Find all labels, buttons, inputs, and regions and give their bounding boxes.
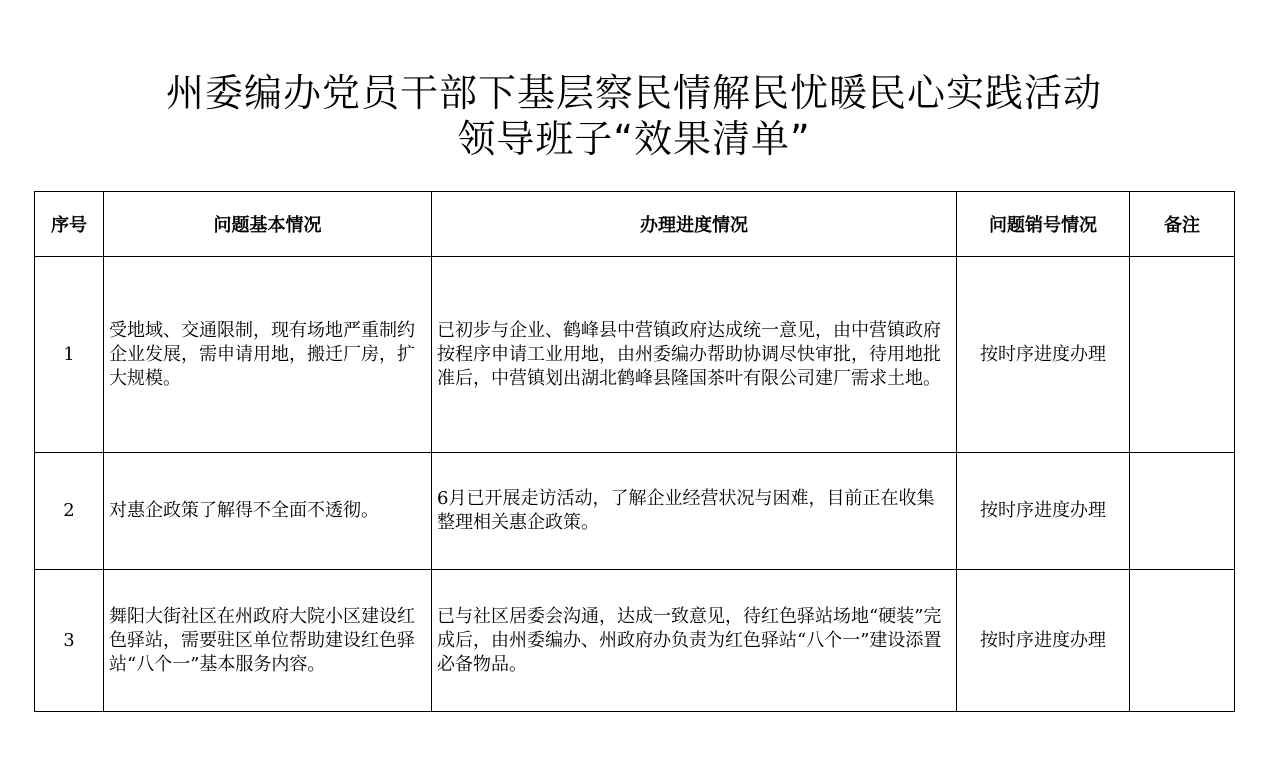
cell-closure: 按时序进度办理 xyxy=(957,570,1130,712)
header-closure: 问题销号情况 xyxy=(957,192,1130,257)
cell-closure: 按时序进度办理 xyxy=(957,257,1130,453)
table-row xyxy=(35,257,1235,453)
cell-closure: 按时序进度办理 xyxy=(957,453,1130,570)
table-row xyxy=(35,453,1235,570)
cell-remarks xyxy=(1130,453,1235,570)
title-line-1: 州委编办党员干部下基层察民情解民忧暖民心实践活动 xyxy=(165,71,1102,115)
table-row xyxy=(35,570,1235,712)
cell-issue: 舞阳大街社区在州政府大院小区建设红色驿站，需要驻区单位帮助建设红色驿站“八个一”基本服务内容。 xyxy=(104,570,432,712)
cell-remarks xyxy=(1130,257,1235,453)
header-remarks: 备注 xyxy=(1130,192,1235,257)
header-issue: 问题基本情况 xyxy=(104,192,432,257)
table-header-row xyxy=(35,192,1235,257)
document-title xyxy=(0,70,1268,162)
title-line-2: 领导班子“效果清单” xyxy=(457,117,811,161)
results-table xyxy=(34,191,1235,712)
cell-progress: 6月已开展走访活动，了解企业经营状况与困难，目前正在收集整理相关惠企政策。 xyxy=(432,453,957,570)
cell-issue: 对惠企政策了解得不全面不透彻。 xyxy=(104,453,432,570)
cell-seq: 3 xyxy=(35,570,104,712)
cell-progress: 已初步与企业、鹤峰县中营镇政府达成统一意见，由中营镇政府按程序申请工业用地，由州委编办帮助协调尽快审批，待用地批准后，中营镇划出湖北鹤峰县隆国茶叶有限公司建厂需求土地。 xyxy=(432,257,957,453)
cell-remarks xyxy=(1130,570,1235,712)
cell-seq: 1 xyxy=(35,257,104,453)
header-seq: 序号 xyxy=(35,192,104,257)
header-progress: 办理进度情况 xyxy=(432,192,957,257)
cell-issue: 受地域、交通限制，现有场地严重制约企业发展，需申请用地，搬迁厂房，扩大规模。 xyxy=(104,257,432,453)
cell-progress: 已与社区居委会沟通，达成一致意见，待红色驿站场地“硬装”完成后，由州委编办、州政府办负责为红色驿站“八个一”建设添置必备物品。 xyxy=(432,570,957,712)
cell-seq: 2 xyxy=(35,453,104,570)
